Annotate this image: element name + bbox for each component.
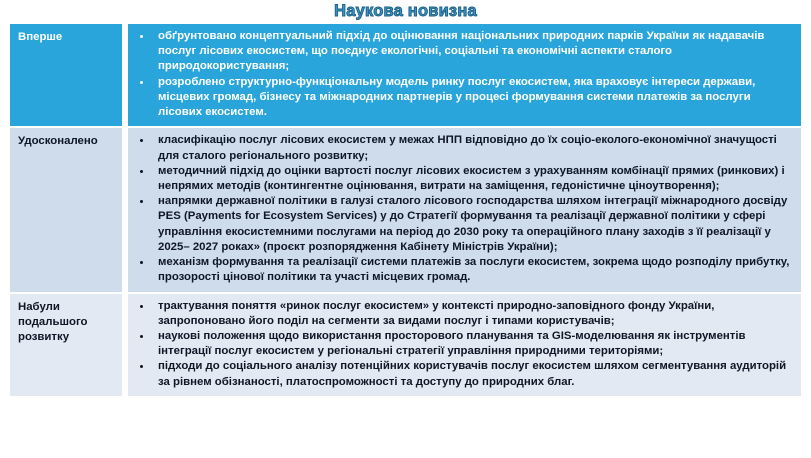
bullet-list [132,299,793,390]
list-item: розроблено структурно-функціональну модель ринку послуг екосистем, яка враховує інтереси держави, місцевих громад, бізнесу та міжнародних партнерів у процесі формування системи платежів за послуги лісових екосистем. [132,75,793,121]
table-row [10,24,801,126]
bullet-list [132,29,793,120]
row-content-vpershe [128,24,801,126]
list-item: трактування поняття «ринок послуг екосистем» у контексті природно-заповідного фонду України, запропоновано його поділ на сегменти за видами послуг і типами користувачів; [132,299,793,329]
list-item: класифікацію послуг лісових екосистем у межах НПП відповідно до їх соціо-еколого-економічної значущості для сталого регіонального розвитку; [132,133,793,163]
page-title: Наукова новизна [334,1,477,20]
table-row [10,128,801,291]
list-item: механізм формування та реалізації системи платежів за послуги екосистем, зокрема щодо розподілу прибутку, прозорості цінової політики та участі місцевих громад. [132,255,793,285]
bullet-list [132,133,793,285]
table-row [10,294,801,396]
list-item: напрямки державної політики в галузі сталого лісового господарства шляхом інтеграції міжнародного досвіду PES (Payments for Ecosystem Services) у до Стратегії формування та реалізації державної політики у сфері управління екосистемними послугами на період до 2030 року та операційного плану заходів з її реалізації у 2025– 2027 роках» (проєкт розпорядження Кабінету Міністрів України); [132,194,793,255]
list-item: підходи до соціального аналізу потенційних користувачів послуг екосистем шляхом сегментування аудиторій за рівнем обізнаності, платоспроможності та доступу до природних благ. [132,359,793,389]
row-content-nabuly-podalshoho-rozvytku [128,294,801,396]
row-label-nabuly-podalshoho-rozvytku: Набули подальшого розвитку [10,294,122,396]
novelty-table [10,24,801,398]
list-item: наукові положення щодо використання просторового планування та GIS-моделювання як інструментів інтеграції послуг екосистем у регіональні стратегії управління природними територіями; [132,329,793,359]
row-content-udoskonaleno [128,128,801,291]
list-item: обґрунтовано концептуальний підхід до оцінювання національних природних парків України як надавачів послуг лісових екосистем, що поєднує екологічні, соціальні та економічні аспекти сталого природокористування; [132,29,793,75]
row-label-udoskonaleno: Удосконалено [10,128,122,291]
slide-title-container [0,0,811,22]
row-label-vpershe: Вперше [10,24,122,126]
list-item: методичний підхід до оцінки вартості послуг лісових екосистем з урахуванням комбінації прямих (ринкових) і непрямих методів (контингентне оцінювання, витрати на заміщення, гедоністичне ціноутворення); [132,164,793,194]
